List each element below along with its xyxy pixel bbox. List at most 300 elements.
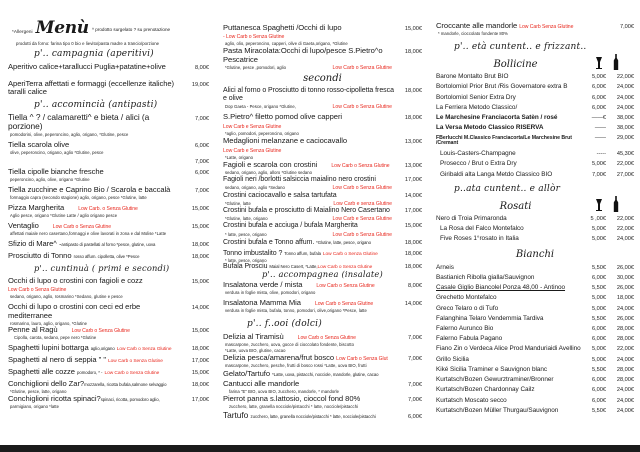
glass-bottle-icons	[595, 196, 634, 212]
wine-bottle-price: 28,00€	[616, 377, 634, 384]
item-label: Spaghetti alle cozze	[8, 366, 75, 376]
item-name: Tiella cipolle bianche fresche	[8, 167, 104, 177]
wine-bottle-price: 26,00€	[616, 315, 634, 322]
wine-glass-price: 6,00€	[592, 274, 606, 281]
wine-glass-price: 5,00€	[592, 295, 606, 302]
item-ingredients: *aglio, pomodori, peperoncino, origano	[225, 130, 299, 136]
wine-name: Louis-Casters-Champagne	[440, 150, 516, 158]
allergen-label: *Allergeni	[12, 29, 33, 34]
item-ingredients: Dop Gaeta - Pesce, origano *Glutine,	[225, 103, 296, 109]
wine-glass-price: 6,00€	[592, 325, 606, 332]
wine-bottle-price: 28,00€	[616, 325, 634, 332]
item-ingredients: olive, peperoncino, origano, aglio *Glutine, pesce	[10, 150, 104, 156]
section-secondi: secondi	[303, 72, 342, 84]
bollicine-list	[436, 73, 634, 178]
item-label: Spaghetti lupini bottarga	[8, 342, 89, 352]
menu-item	[8, 204, 209, 213]
item-name	[8, 222, 183, 231]
item-note: Tonno affum, bufala	[284, 250, 321, 256]
diet-badge: Low Carb o Senza Glutine	[297, 334, 356, 341]
item-price: 15,00€	[404, 25, 422, 32]
item-name: Aperitivo calice+tarallucci Puglia+patatine+olive	[8, 61, 166, 71]
menu-item	[223, 239, 422, 247]
section-aperitivi: p'.. campagnia (aperitivi)	[34, 49, 154, 59]
item-ingredients: zucchero, latte, granella nocciole/pistacchi * latte, nocciole/pistacchi	[229, 404, 359, 410]
column-right	[428, 0, 640, 452]
item-note: *Glutine, latte, pesce, origano	[316, 239, 371, 245]
wine-name: Greco Telaro o di Tufo	[436, 304, 499, 312]
wine-bottle-price: 22,00€	[616, 215, 634, 222]
item-name	[436, 22, 608, 31]
item-ingredients: pomodorini, olive, peperoncino, aglio, origano, *Glutine, pesce	[10, 132, 129, 138]
menu-item	[8, 252, 209, 261]
section-dolci: p'.. f..ooi (dolci)	[247, 319, 322, 330]
diet-badge: Low Carb o Senza Glutine	[52, 223, 112, 230]
wine-name: Falerno Fabula Pagano	[436, 335, 503, 343]
menu-item	[8, 356, 209, 365]
item-price: 7,00€	[408, 334, 422, 341]
section-insalate: p'.. accompagnea (insalate)	[262, 269, 383, 280]
column-middle	[215, 0, 428, 452]
wine-row	[436, 235, 634, 242]
menu-item	[8, 303, 209, 320]
item-price: 7,00€	[195, 116, 209, 122]
wine-bottle-price: 27,00€	[616, 171, 634, 178]
wine-glass-price: 6,00€	[592, 397, 606, 404]
menu-item	[223, 250, 422, 258]
item-name: Tiella zucchine e Caprino Bio / Scarola e baccalà	[8, 185, 171, 195]
section-bollicine-script: p'.. età cuntent.. e frizzant..	[454, 41, 587, 52]
menu-item	[223, 24, 422, 41]
item-ingredients: rosmarino, lauro, aglio, origano, *Glutine	[10, 320, 88, 326]
item-label: Sfizio di Mare^	[8, 238, 57, 248]
diet-badge: Low Carb o Senza Glutine	[322, 251, 378, 257]
wine-row	[436, 264, 634, 271]
item-price: 18,00€	[404, 239, 422, 246]
wine-row	[436, 104, 634, 111]
item-ingredients: * latte, pesce, origano	[225, 231, 267, 237]
item-label: Bufala Prosciu	[223, 263, 268, 271]
menu-item	[8, 186, 209, 195]
menu-item	[223, 192, 422, 200]
item-label: Tonno imbustalito ?	[223, 249, 283, 257]
item-note: ~antipasto di pastellati al forno *pesce, glutine, uova	[58, 241, 156, 247]
item-ingredients: Aglio pesce, origano *Glutine Latte / aglio origano pesce	[10, 213, 118, 219]
diet-badge: Low Carb o Senza Glut	[336, 356, 388, 363]
item-label: Occhi di lupo o crostini con fagioli e cozz	[8, 275, 143, 285]
wine-glass-price: 5,50€	[592, 264, 606, 271]
menu-item	[8, 113, 209, 132]
item-label: Croccante alle mandorle	[436, 20, 518, 30]
wine-glass-icon	[595, 56, 603, 70]
wine-bottle-price: 38,00€	[616, 115, 634, 122]
wine-glass-price: 5,50€	[592, 366, 606, 373]
wine-row	[436, 83, 634, 90]
item-price: 7,00€	[408, 397, 422, 404]
diet-badge: Low Carb e senza Glutine	[333, 201, 392, 208]
wine-glass-price: 5,00€	[592, 226, 606, 233]
wine-bottle-price: 22,00€	[616, 74, 634, 81]
diet-badge: Low Carb o Senza Glutine	[332, 184, 392, 191]
diet-badge: Low Carb o Senza Glutine	[71, 327, 130, 334]
item-price: 18,00€	[191, 253, 209, 260]
item-name: Crostini bufala e prosciutto di Maialino Nero Casertano	[223, 207, 390, 215]
wine-name: Kurtatsch Moscato secco	[436, 396, 507, 404]
wine-name: Bortolomiol Senior Extra Dry	[436, 93, 516, 101]
menu-item	[223, 333, 422, 342]
menu-header	[12, 20, 209, 37]
wine-row	[436, 215, 634, 222]
item-ingredients: *Glutine, pesce ,pomodori, aglio	[225, 64, 286, 70]
menu-item	[223, 113, 422, 130]
item-note: *Latte, uova, pistacchi, nocciole, mandorle, glutine, cacao	[272, 371, 379, 377]
item-price: 15,00€	[191, 278, 209, 285]
item-label: Penne al Ragù	[8, 324, 58, 334]
item-price: 14,00€	[404, 192, 422, 199]
antipasti-list	[8, 113, 209, 260]
item-label: Delizia al Tiramisù	[223, 331, 284, 341]
item-label: Pizza Margherita	[8, 202, 65, 212]
menu-item	[8, 380, 209, 389]
item-name: Occhi di lupo o crostini con ceci ed erbe mediterranee	[8, 302, 141, 320]
item-price: 8,00€	[408, 283, 422, 290]
wine-bottle-price: 22,00€	[616, 346, 634, 353]
wine-name: Giribaldi alta Langa Metdo Classico BIO	[440, 170, 553, 178]
item-label: Delizia pesca/amarena/frut bosco	[223, 353, 335, 363]
wine-row	[436, 274, 634, 281]
glass-bottle-icons	[595, 54, 634, 70]
wine-row	[436, 160, 634, 167]
wine-bottle-price: 24,00€	[616, 407, 634, 414]
wine-bottle-icon	[612, 54, 620, 70]
wine-glass-price: 5,00€	[592, 236, 606, 243]
wine-glass-price: 6,00€	[592, 336, 606, 343]
wine-name: Le Marchesine Franciacorta Satèn / rosé	[436, 114, 558, 122]
menu-item	[8, 344, 209, 353]
item-name	[8, 368, 183, 377]
wine-name: Falerno Aurunco Bio	[436, 324, 494, 332]
item-price: 18,00€	[404, 115, 422, 122]
wine-bottle-price: 24,00€	[616, 397, 634, 404]
wine-name: Nero di Troia Primaronda	[436, 214, 507, 222]
item-price: 18,00€	[404, 49, 422, 56]
item-ingredients: verdura in foglie mista, olive, pomodori, origano	[225, 290, 316, 296]
primi-list	[8, 277, 209, 410]
section-bianchi-title: Bianchi	[515, 249, 555, 261]
item-label: Medaglioni melanzane e caciocavallo	[223, 136, 348, 146]
column-left	[0, 0, 215, 452]
wine-row	[436, 171, 634, 178]
insalate-list	[223, 281, 422, 313]
item-name	[8, 380, 183, 389]
item-price: 15,00€	[191, 327, 209, 334]
item-ingredients: *Glutine, latte	[225, 201, 251, 207]
item-ingredients: *Latte, origano	[225, 154, 253, 160]
item-ingredients: aglio, olio, peperoncino, capperi, olive di Gaeta,origano, *Glutine	[225, 41, 348, 47]
menu-item	[8, 63, 209, 72]
item-price: 7,00€	[408, 382, 422, 389]
item-name: Tiella ^ ? / calamaretti^ e bieta / alici (a porzione)	[8, 112, 150, 132]
item-name: Cantucci alle mandorle	[223, 379, 300, 389]
wine-glass-price: 5,50€	[592, 285, 606, 292]
wine-label: Casale Giglio Biancolel Ponza 48,00 - Antinoo	[436, 284, 566, 292]
menu-item	[8, 159, 209, 165]
menu-item	[223, 395, 422, 404]
wine-bottle-price: 24,00€	[616, 356, 634, 363]
diet-badge: Low Carb o Senza Glutine	[8, 287, 67, 294]
diet-badge: Low Carb o Senza Glutine	[316, 283, 375, 290]
item-label: Prosciutto di Tonno	[8, 250, 72, 260]
item-name: Crostini caciocavallo e salsa tartufata	[223, 191, 337, 199]
wine-bottle-price: 24,00€	[616, 84, 634, 91]
item-price: 17,00€	[191, 357, 209, 364]
wine-glass-price: 6,00€	[592, 377, 606, 384]
item-ingredients: sedano, origano, aglio, alloro *Glutine sedano	[225, 170, 313, 176]
item-price: 6,00€	[408, 413, 422, 420]
item-price: 13,00€	[404, 139, 422, 146]
item-name	[223, 299, 396, 308]
item-ingredients: parmigiano, origano *latte	[10, 404, 60, 410]
item-ingredients: Cipolla, carota, sedano, pepe nero *Glutine	[14, 335, 97, 341]
item-label: Conchiglioni ricotta spinaci?	[8, 394, 101, 404]
diet-badge: Low Carb o Senza Glutine	[331, 163, 390, 170]
wine-glass-price: 5 ,00€	[590, 215, 606, 222]
item-label: Fagioli e scarola con crostini	[223, 160, 318, 170]
diet-badge: Low Carb Senza Glutine	[519, 23, 574, 30]
wine-name: Prosecco / Brut o Extra Dry	[440, 160, 517, 168]
wine-name: Fiano Zin o Verdeca Alice Prod Manduriaidi Avellino	[436, 345, 581, 353]
item-ingredients: peperoncino, aglio, olive, origano *Glutine	[10, 177, 90, 183]
wine-glass-price: 5,00€	[592, 346, 606, 353]
wine-row	[436, 294, 634, 301]
bottom-bar	[0, 445, 640, 452]
menu-item	[8, 80, 209, 97]
item-ingredients: * mandorle, cioccolato fondente 80%	[438, 30, 508, 36]
item-note: spinaci, ricotta, pomodoro aglio,	[100, 397, 160, 403]
diet-badge: Low Carb e Senza Glutine	[223, 123, 282, 130]
diet-badge: - Low Carb o Senza Glutine	[223, 34, 285, 40]
section-rosati-script: p..ata cuntent.. e allòr	[454, 183, 561, 194]
item-label: Insalatona Mamma Mia	[223, 297, 301, 307]
wine-bottle-price: 45,30€	[616, 151, 634, 158]
wine-glass-price: 5,50€	[592, 407, 606, 414]
item-price: 15,00€	[191, 223, 209, 230]
item-price: 7,00€	[620, 23, 634, 30]
section-primi-secondi: p'.. cuntinuà ( primi e secondi)	[34, 263, 170, 274]
secondi-list	[223, 87, 422, 271]
item-price: 17,00€	[404, 177, 422, 184]
item-name: Tiella scarola olive	[8, 140, 70, 150]
item-ingredients: *Glutine, latte, origano	[225, 216, 268, 222]
wine-row	[436, 284, 634, 291]
item-name	[223, 411, 396, 420]
item-name	[8, 356, 183, 365]
wine-row	[436, 325, 634, 332]
wine-name: La Ferriera Metodo Classico/	[436, 103, 518, 111]
wine-bottle-price: 28,00€	[616, 366, 634, 373]
wine-row	[436, 135, 634, 147]
wine-name: Kurtatsch/Bozen Gewurztraminer/Bronner	[436, 376, 554, 384]
menu-item	[223, 354, 422, 363]
item-name	[223, 24, 396, 41]
menu-item	[8, 277, 209, 294]
item-name	[223, 281, 396, 290]
wine-glass-price: 7,00€	[592, 171, 606, 178]
item-price: 7,00€	[408, 356, 422, 363]
wine-glass-price: 5,50€	[592, 315, 606, 322]
wine-glass-price: 5,00€	[592, 356, 606, 363]
item-label: Crostini bufala e Tonno affum.	[223, 238, 315, 246]
item-name	[223, 239, 396, 247]
item-label: Ventaglio	[8, 220, 39, 230]
wine-name: Barone Montalto Brut BIO	[436, 73, 509, 81]
item-label: S.Pietro^ filetto pomod olive capperi	[223, 112, 343, 122]
item-ingredients: sedano, origano, aglio, rosmarino *Sedano, glutine e pesce	[10, 294, 123, 300]
menu-item	[223, 87, 422, 103]
item-price: 15,00€	[191, 369, 209, 376]
item-name	[223, 137, 396, 154]
item-name	[223, 333, 396, 342]
item-price: 18,00€	[404, 264, 422, 271]
wine-bottle-price: 26,00€	[616, 264, 634, 271]
menu-item	[223, 176, 422, 184]
wine-row	[436, 150, 634, 157]
item-price: 7,00€	[195, 188, 209, 195]
item-name: Fagioli neri /borlotti salsiccia maialino nero crostini	[223, 176, 376, 184]
wine-glass-price: 6,00€	[592, 387, 606, 394]
item-label: Tartufo	[223, 409, 249, 420]
item-name: Pierrot panna s.lattosio, cioccol fond 80%	[223, 394, 361, 404]
page-title: Menù	[35, 18, 89, 38]
wine-name: Bastianich Ribolla gialla/Sauvignon	[436, 273, 535, 281]
item-ingredients: formaggio capra (secondo stagione) aglio, origano, pesce *Glutine, latte	[10, 195, 147, 201]
item-ingredients: sedano, origano, aglio *Sedano	[225, 184, 285, 190]
item-note: aglio,origano	[90, 345, 115, 351]
item-price: 8,00€	[195, 64, 209, 71]
menu-item	[223, 370, 422, 379]
wine-name: Kiké Sicilia Traminer e Sauvignon blanc	[436, 365, 548, 373]
diet-badge: Low Carb o Senza Glutine	[314, 300, 374, 307]
item-name	[8, 277, 183, 294]
wine-bottle-price: 24,00€	[616, 236, 634, 243]
item-name	[223, 370, 396, 379]
rosati-header	[436, 196, 634, 212]
item-price: 18,00€	[191, 241, 209, 248]
menu-item	[223, 137, 422, 154]
item-price: 17,00€	[191, 397, 209, 404]
item-name	[223, 354, 396, 363]
item-ingredients: affettati maiale nero casertano,formaggi e olive lavorati in zona e dal Molise *Latte	[10, 230, 167, 236]
wine-row	[436, 114, 634, 121]
item-subline	[223, 103, 422, 110]
bollicine-header	[436, 54, 634, 70]
item-price: 18,00€	[404, 250, 422, 257]
wine-glass-price: 5,00€	[592, 161, 606, 168]
wine-glass-price: -----	[596, 151, 606, 158]
wine-bottle-price: 24,00€	[616, 94, 634, 101]
section-antipasti: p'.. accomincià (antipasti)	[34, 99, 158, 110]
wine-row	[436, 335, 634, 342]
aperitivi-list	[8, 63, 209, 97]
item-name: AperiTerra affettati e formaggi (eccellenze italiche) taralli calice	[8, 78, 175, 96]
wine-row	[436, 386, 634, 393]
wine-name: La Versa Metodo Classico RISERVA	[436, 124, 544, 132]
diet-badge: Low Carb o Senza Glutine	[108, 358, 163, 364]
wine-glass-price: 5,00€	[592, 74, 606, 81]
diet-badge: Low Carb o Senza Glutine	[317, 265, 373, 271]
wine-bottle-price: 18,00€	[616, 295, 634, 302]
dolci-list	[223, 333, 422, 420]
wine-row	[436, 305, 634, 312]
wine-glass-price: 6,00€	[592, 94, 606, 101]
wine-row	[436, 407, 634, 414]
menu-item	[8, 222, 209, 231]
diet-badge: Low Carb e Senza Glutine	[223, 147, 282, 154]
item-name: Crostini bufala e acciuga / bufala Margherita	[223, 222, 358, 230]
wine-bottle-price: 30,00€	[616, 274, 634, 281]
wine-name: Kurtatsch/Bozen Müller Thurgau/Sauvignon	[436, 406, 559, 414]
item-note: pomodoro, * -	[77, 369, 103, 375]
wine-row	[436, 356, 634, 363]
wine-row	[436, 376, 634, 383]
wine-name: FBerlucchi M.Classico Franciacorta/Le Marchesine Brut /Cremant	[436, 134, 572, 147]
bakery-note: prodotti da forno: farina tipo 0 bio e lievito/pasta madre a trancio/porzione	[16, 41, 160, 46]
wine-glass-price: ——	[594, 134, 606, 141]
wine-name: Kurtatsch/Bozen Chardonnay Cailz	[436, 386, 535, 394]
section-bollicine-title: Bollicine	[493, 58, 538, 70]
wine-row	[436, 397, 634, 404]
wine-row	[436, 366, 634, 373]
item-name	[8, 252, 183, 261]
wine-row	[436, 94, 634, 101]
menu-item	[223, 47, 422, 64]
item-name	[8, 326, 183, 335]
item-price: 17,00€	[404, 208, 422, 215]
item-note: mozzarella, ricotta bufala,salmone selvaggio	[84, 381, 167, 387]
menu-item	[223, 161, 422, 170]
menu-item	[223, 380, 422, 389]
item-price: 15,00€	[404, 223, 422, 230]
item-name	[223, 250, 396, 258]
menu-item	[8, 141, 209, 150]
item-name	[8, 204, 183, 213]
menu-item	[223, 222, 422, 230]
wine-bottle-price: 24,00€	[616, 387, 634, 394]
wine-bottle-price: 28,00€	[616, 336, 634, 343]
item-ingredients: verdura in foglie mista, bufala, tonno, pomodori, olive,origano *Pesce, latte	[225, 308, 367, 314]
wine-bottle-price: 22,00€	[616, 226, 634, 233]
wine-row	[436, 225, 634, 232]
wine-name: Bortolomiol Prior Brut /Ris Governatore extra B	[436, 83, 568, 91]
wine-glass-price: 6,00€	[592, 84, 606, 91]
wine-bottle-price: 24,00€	[616, 305, 634, 312]
diet-badge: Low Carb o Senza Glutine	[332, 103, 392, 110]
item-label: Spaghetti al nero di seppia " "	[8, 354, 106, 364]
diet-badge: Low Carb e Senza Glutine	[332, 216, 392, 223]
item-price: 15,00€	[191, 205, 209, 212]
wine-name: Five Roses 1°rosato in Italia	[440, 235, 519, 243]
item-note: Maial Nero Casert, *Latte,	[269, 264, 318, 270]
item-ingredients: * latte, pesce, origano	[225, 257, 267, 263]
menu-item	[436, 22, 634, 31]
menu-item	[8, 240, 209, 249]
item-price: 13,00€	[404, 163, 422, 170]
item-label: Conchiglioni dello Zar?	[8, 378, 85, 388]
item-price: 14,00€	[191, 305, 209, 312]
menu-item	[223, 207, 422, 215]
item-price: 18,00€	[191, 345, 209, 352]
wine-row	[436, 315, 634, 322]
